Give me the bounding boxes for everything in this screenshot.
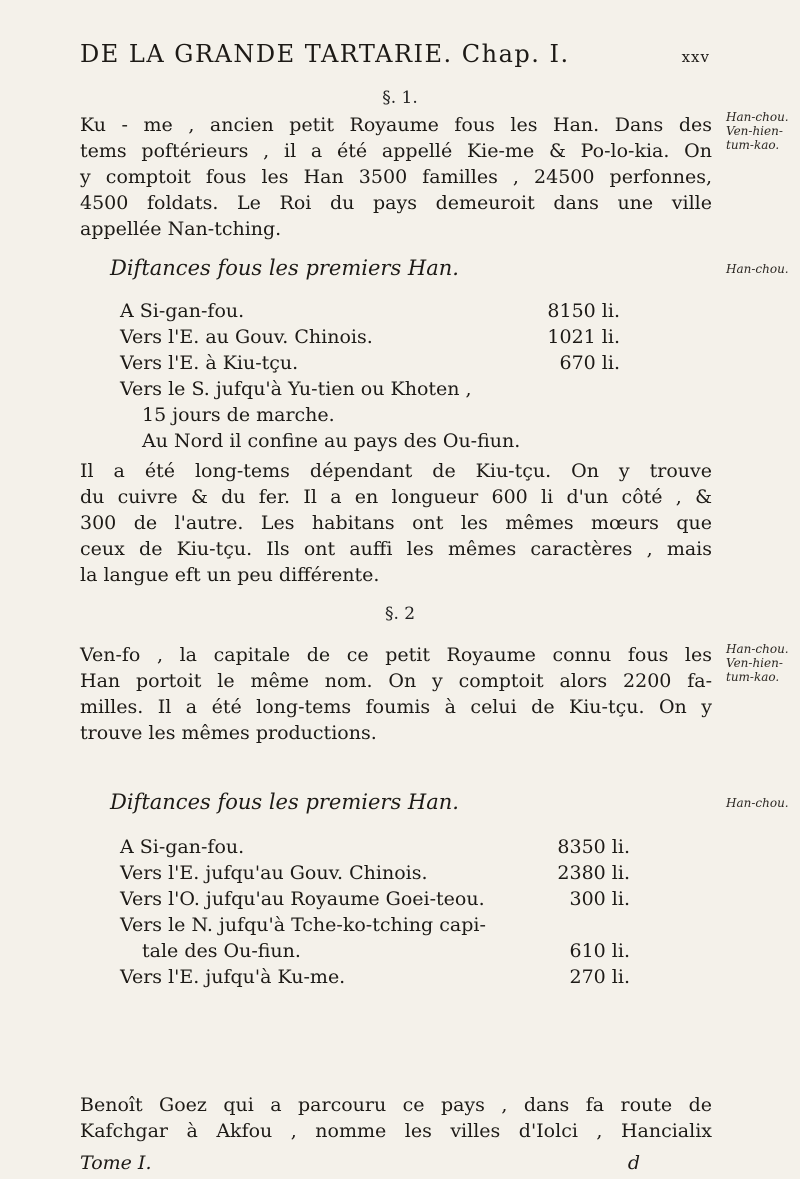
distance-place: 15 jours de marche. [142, 404, 335, 426]
distance-value: 610 li. [569, 940, 630, 962]
distance-value: 8350 li. [557, 836, 630, 858]
distance-value: 8150 li. [547, 300, 620, 322]
distance-row [120, 860, 630, 886]
distance-place: Au Nord il confine au pays des Ou-fiun. [142, 430, 521, 452]
text-line: Il a été long-tems dépendant de Kiu-tçu. On y trouve [80, 460, 712, 482]
distance-place: A Si-gan-fou. [120, 300, 245, 322]
margin-note-line: Ven-hien- [726, 124, 783, 138]
page-footer [80, 1152, 640, 1174]
text-line: Ven-fo , la capitale de ce petit Royaume connu fous les [80, 644, 712, 666]
text-line: y comptoit fous les Han 3500 familles , 24500 perfonnes, [80, 166, 712, 188]
distance-value: 270 li. [569, 966, 630, 988]
distances-heading-2: Diftances fous les premiers Han. [110, 790, 459, 814]
header-title: DE LA GRANDE TARTARIE. Chap. I. [80, 40, 570, 68]
section-1-paragraph-2 [80, 458, 712, 588]
text-line: ceux de Kiu-tçu. Ils ont auffi les mêmes caractères , mais [80, 538, 712, 560]
text-line: Kafchgar à Akfou , nomme les villes d'Iolci , Hancialix [80, 1120, 712, 1142]
closing-paragraph [80, 1092, 712, 1144]
distances-heading-1: Diftances fous les premiers Han. [110, 256, 459, 280]
margin-note-line: Han-chou. [726, 642, 789, 656]
text-line: trouve les mêmes productions. [80, 722, 377, 744]
distance-place: Vers l'O. jufqu'au Royaume Goei-teou. [120, 888, 485, 910]
distances-margin-1: Han-chou. [726, 262, 789, 276]
section-1-label: §. 1. [382, 88, 418, 108]
distance-place: Vers l'E. jufqu'au Gouv. Chinois. [120, 862, 428, 884]
text-line: la langue eft un peu différente. [80, 564, 380, 586]
section-1-paragraph [80, 112, 712, 242]
distance-place: Vers l'E. jufqu'à Ku-me. [120, 966, 346, 988]
text-line: 4500 foldats. Le Roi du pays demeuroit dans une ville [80, 192, 712, 214]
margin-note-line: Ven-hien- [726, 656, 783, 670]
margin-note-line: tum-kao. [726, 138, 780, 152]
distance-row [120, 938, 630, 964]
margin-note-section-1 [726, 110, 800, 152]
distance-row [120, 402, 620, 428]
text-line: du cuivre & du fer. Il a en longueur 600 li d'un côté , & [80, 486, 712, 508]
text-line: tems poftérieurs , il a été appellé Kie-me & Po-lo-kia. On [80, 140, 712, 162]
margin-note-line: Han-chou. [726, 110, 789, 124]
distance-value: 670 li. [559, 352, 620, 374]
distance-place: tale des Ou-fiun. [142, 940, 301, 962]
distance-row [120, 886, 630, 912]
distance-row [120, 376, 620, 402]
signature-mark: d [627, 1152, 640, 1174]
distance-row [120, 834, 630, 860]
distance-value: 2380 li. [557, 862, 630, 884]
distances-table-2 [120, 834, 630, 990]
distance-place: Vers le S. jufqu'à Yu-tien ou Khoten , [120, 378, 472, 400]
text-line: Benoît Goez qui a parcouru ce pays , dans fa route de [80, 1094, 712, 1116]
distance-row [120, 350, 620, 376]
distances-table-1 [120, 298, 620, 454]
distance-row [120, 428, 620, 454]
distances-margin-2: Han-chou. [726, 796, 789, 810]
distance-place: Vers l'E. au Gouv. Chinois. [120, 326, 373, 348]
section-2-label: §. 2 [384, 604, 416, 624]
distance-place: Vers le N. jufqu'à Tche-ko-tching capi- [120, 914, 486, 936]
distance-place: A Si-gan-fou. [120, 836, 245, 858]
distance-place: Vers l'E. à Kiu-tçu. [120, 352, 299, 374]
text-line: milles. Il a été long-tems foumis à celui de Kiu-tçu. On y [80, 696, 712, 718]
distance-value: 300 li. [569, 888, 630, 910]
distance-row [120, 324, 620, 350]
text-line: Ku - me , ancien petit Royaume fous les Han. Dans des [80, 114, 712, 136]
distance-value: 1021 li. [547, 326, 620, 348]
page-number: xxv [681, 48, 710, 66]
running-header [80, 40, 710, 68]
section-2-paragraph [80, 642, 712, 746]
margin-note-section-2 [726, 642, 800, 684]
text-line: appellée Nan-tching. [80, 218, 282, 240]
distance-row [120, 912, 630, 938]
distance-row [120, 964, 630, 990]
margin-note-line: tum-kao. [726, 670, 780, 684]
distance-row [120, 298, 620, 324]
text-line: Han portoit le même nom. On y comptoit alors 2200 fa- [80, 670, 712, 692]
text-line: 300 de l'autre. Les habitans ont les mêmes mœurs que [80, 512, 712, 534]
tome-label: Tome I. [80, 1152, 152, 1174]
